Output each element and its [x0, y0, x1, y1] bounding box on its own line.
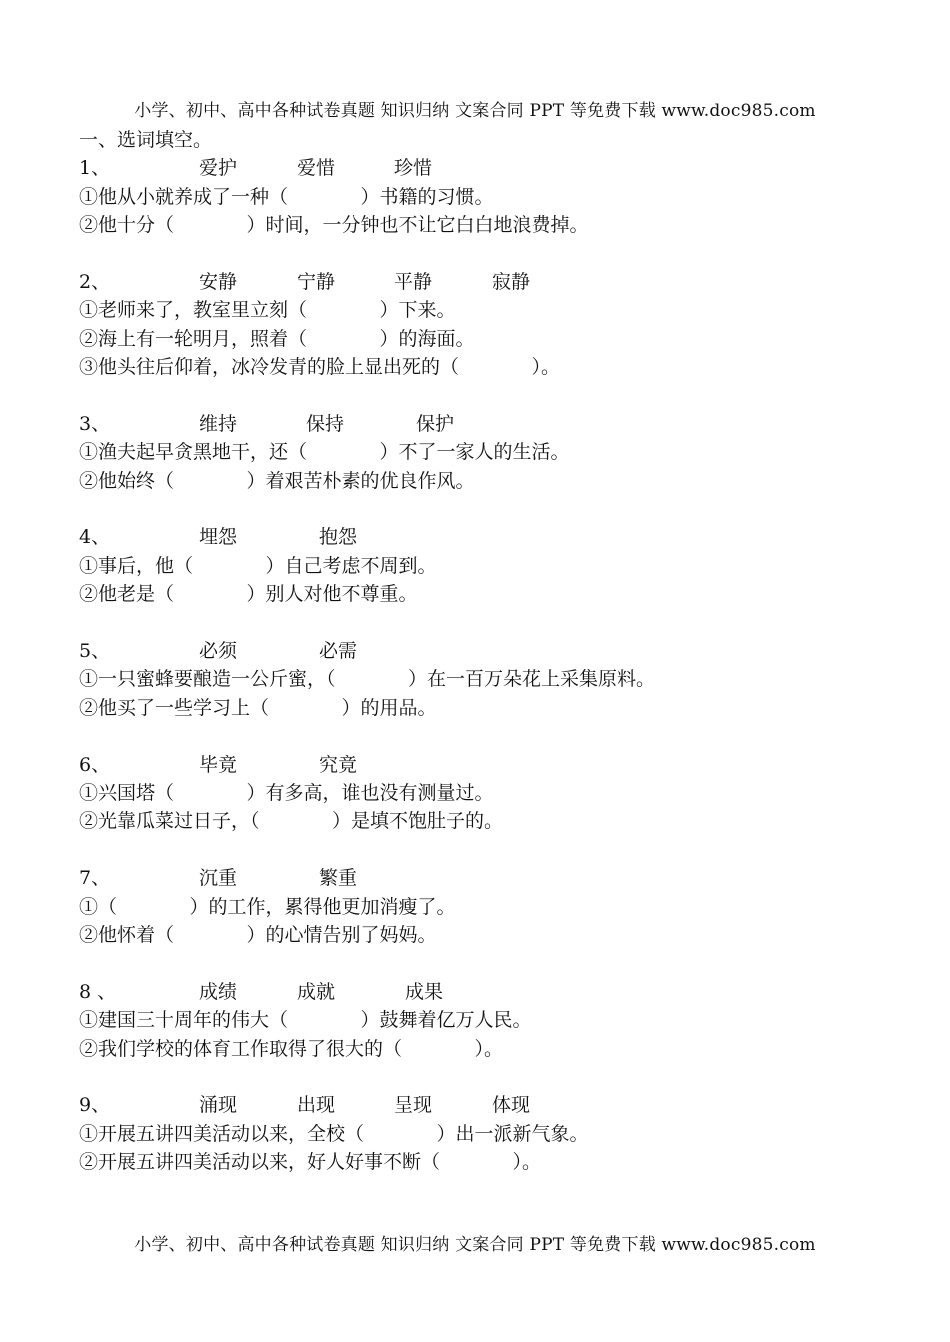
fill-in-sentence: ①老师来了，教室里立刻（ ）下来。: [79, 299, 456, 322]
word-choice: 究竟: [319, 753, 358, 776]
question-number: 4、: [79, 526, 111, 549]
question-group: [79, 751, 879, 836]
fill-in-sentence: ①开展五讲四美活动以来，全校（ ）出一派新气象。: [79, 1122, 589, 1145]
word-choice: 毕竟: [199, 753, 238, 776]
word-choices-line: [79, 154, 879, 182]
question-groups: [79, 154, 879, 1176]
section-title: 一、选词填空。: [79, 129, 213, 151]
question-group: [79, 1091, 879, 1176]
fill-in-sentence: ②光靠瓜菜过日子，（ ）是填不饱肚子的。: [79, 810, 503, 833]
fill-in-sentence: ③他头往后仰着，冰冷发青的脸上显出死的（ ）。: [79, 356, 560, 379]
word-choice: 繁重: [319, 867, 358, 890]
word-choices-line: [79, 864, 879, 892]
fill-in-sentence: ②他怀着（ ）的心情告别了妈妈。: [79, 923, 437, 946]
word-choice: 平静: [394, 270, 433, 293]
question-number: 9、: [79, 1094, 111, 1117]
question-group: [79, 978, 879, 1063]
question-group: [79, 523, 879, 608]
question-number: 1、: [79, 157, 111, 180]
word-choice: 涌现: [199, 1094, 238, 1117]
question-number: 8 、: [79, 980, 117, 1003]
question-group: [79, 864, 879, 949]
word-choice: 保护: [416, 412, 455, 435]
question-group: [79, 637, 879, 722]
word-choice: 宁静: [297, 270, 336, 293]
word-choice: 体现: [492, 1094, 531, 1117]
word-choice: 必需: [319, 640, 358, 663]
word-choices-line: [79, 268, 879, 296]
word-choice: 安静: [199, 270, 238, 293]
question-number: 6、: [79, 753, 111, 776]
word-choice: 成果: [405, 980, 444, 1003]
fill-in-sentence: ②他老是（ ）别人对他不尊重。: [79, 583, 418, 606]
fill-in-sentence: ②他十分（ ）时间，一分钟也不让它白白地浪费掉。: [79, 214, 589, 237]
question-group: [79, 268, 879, 382]
word-choice: 爱惜: [297, 157, 336, 180]
word-choice: 珍惜: [394, 157, 433, 180]
word-choice: 爱护: [199, 157, 238, 180]
fill-in-sentence: ①一只蜜蜂要酿造一公斤蜜，（ ）在一百万朵花上采集原料。: [79, 668, 655, 691]
fill-in-sentence: ②海上有一轮明月，照着（ ）的海面。: [79, 327, 475, 350]
word-choice: 沉重: [199, 867, 238, 890]
fill-in-sentence: ①建国三十周年的伟大（ ）鼓舞着亿万人民。: [79, 1009, 532, 1032]
word-choice: 成绩: [199, 980, 238, 1003]
fill-in-sentence: ①他从小就养成了一种（ ）书籍的习惯。: [79, 185, 494, 208]
fill-in-sentence: ②我们学校的体育工作取得了很大的（ ）。: [79, 1037, 503, 1060]
word-choice: 维持: [199, 412, 238, 435]
question-number: 3、: [79, 412, 111, 435]
word-choices-line: [79, 523, 879, 551]
fill-in-sentence: ①（ ）的工作，累得他更加消瘦了。: [79, 895, 456, 918]
question-group: [79, 410, 879, 495]
word-choice: 呈现: [394, 1094, 433, 1117]
question-number: 2、: [79, 270, 111, 293]
question-group: [79, 154, 879, 239]
fill-in-sentence: ②他买了一些学习上（ ）的用品。: [79, 696, 437, 719]
page-footer: 小学、初中、高中各种试卷真题 知识归纳 文案合同 PPT 等免费下载 www.doc985.com: [134, 1235, 816, 1255]
word-choices-line: [79, 637, 879, 665]
word-choices-line: [79, 1091, 879, 1119]
fill-in-sentence: ①事后，他（ ）自己考虑不周到。: [79, 554, 437, 577]
word-choice: 保持: [306, 412, 345, 435]
question-number: 7、: [79, 867, 111, 890]
word-choice: 寂静: [492, 270, 531, 293]
word-choice: 抱怨: [319, 526, 358, 549]
word-choice: 成就: [297, 980, 336, 1003]
fill-in-sentence: ①兴国塔（ ）有多高，谁也没有测量过。: [79, 781, 494, 804]
word-choices-line: [79, 410, 879, 438]
word-choices-line: [79, 978, 879, 1006]
word-choice: 必须: [199, 640, 238, 663]
word-choice: 出现: [297, 1094, 336, 1117]
fill-in-sentence: ②开展五讲四美活动以来，好人好事不断（ ）。: [79, 1151, 541, 1174]
page-header: 小学、初中、高中各种试卷真题 知识归纳 文案合同 PPT 等免费下载 www.doc985.com: [134, 101, 816, 121]
exercise-content: [79, 126, 879, 1205]
word-choice: 埋怨: [199, 526, 238, 549]
fill-in-sentence: ②他始终（ ）着艰苦朴素的优良作风。: [79, 469, 475, 492]
question-number: 5、: [79, 640, 111, 663]
word-choices-line: [79, 751, 879, 779]
fill-in-sentence: ①渔夫起早贪黑地干，还（ ）不了一家人的生活。: [79, 441, 570, 464]
